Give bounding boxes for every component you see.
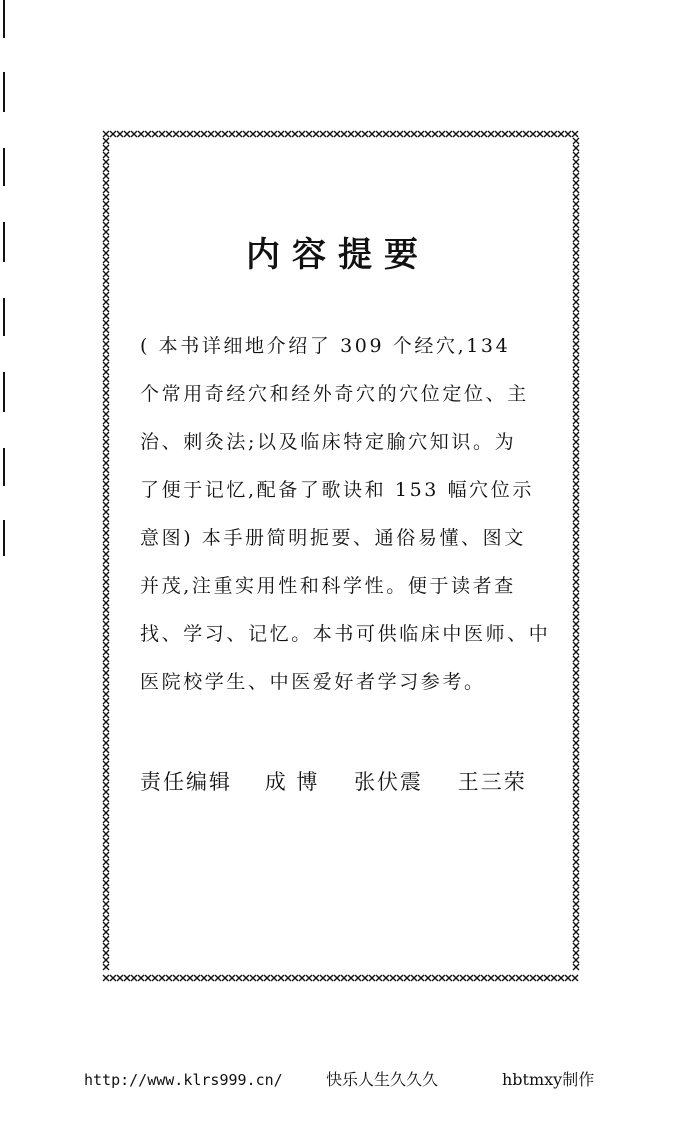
- editor-name: 张伏震: [354, 770, 424, 794]
- summary-line: 个常用奇经穴和经外奇穴的穴位定位、主: [140, 383, 529, 405]
- summary-line: 医院校学生、中医爱好者学习参考。: [140, 671, 486, 693]
- summary-line: 意图) 本手册简明扼要、通俗易懂、图文: [140, 527, 526, 549]
- binding-mark: [3, 448, 5, 486]
- footer-url-link[interactable]: http://www.klrs999.cn/: [84, 1071, 283, 1089]
- summary-paragraph: [140, 322, 550, 706]
- summary-line: 了便于记忆,配备了歌诀和 153 幅穴位示: [140, 479, 534, 501]
- summary-line: 找、学习、记忆。本书可供临床中医师、中: [140, 623, 551, 645]
- editor-name: 成 博: [264, 770, 320, 794]
- summary-line: ( 本书详细地介绍了 309 个经穴,134: [140, 335, 511, 357]
- editor-name: 王三荣: [457, 770, 527, 794]
- binding-mark: [3, 148, 5, 186]
- binding-mark: [3, 372, 5, 412]
- binding-mark: [3, 520, 5, 556]
- editors-line: [140, 762, 560, 802]
- editors-label: 责任编辑: [140, 770, 232, 794]
- footer-credit: hbtmxy制作: [502, 1070, 595, 1089]
- binding-mark: [3, 298, 5, 336]
- binding-mark: [3, 0, 5, 38]
- binding-mark: [3, 72, 5, 112]
- footer-slogan: 快乐人生久久久: [326, 1070, 439, 1089]
- page-title: 内容提要: [246, 235, 430, 275]
- footer: [0, 1066, 676, 1094]
- summary-line: 治、刺灸法;以及临床特定腧穴知识。为: [140, 431, 517, 453]
- summary-line: 并茂,注重实用性和科学性。便于读者查: [140, 575, 516, 597]
